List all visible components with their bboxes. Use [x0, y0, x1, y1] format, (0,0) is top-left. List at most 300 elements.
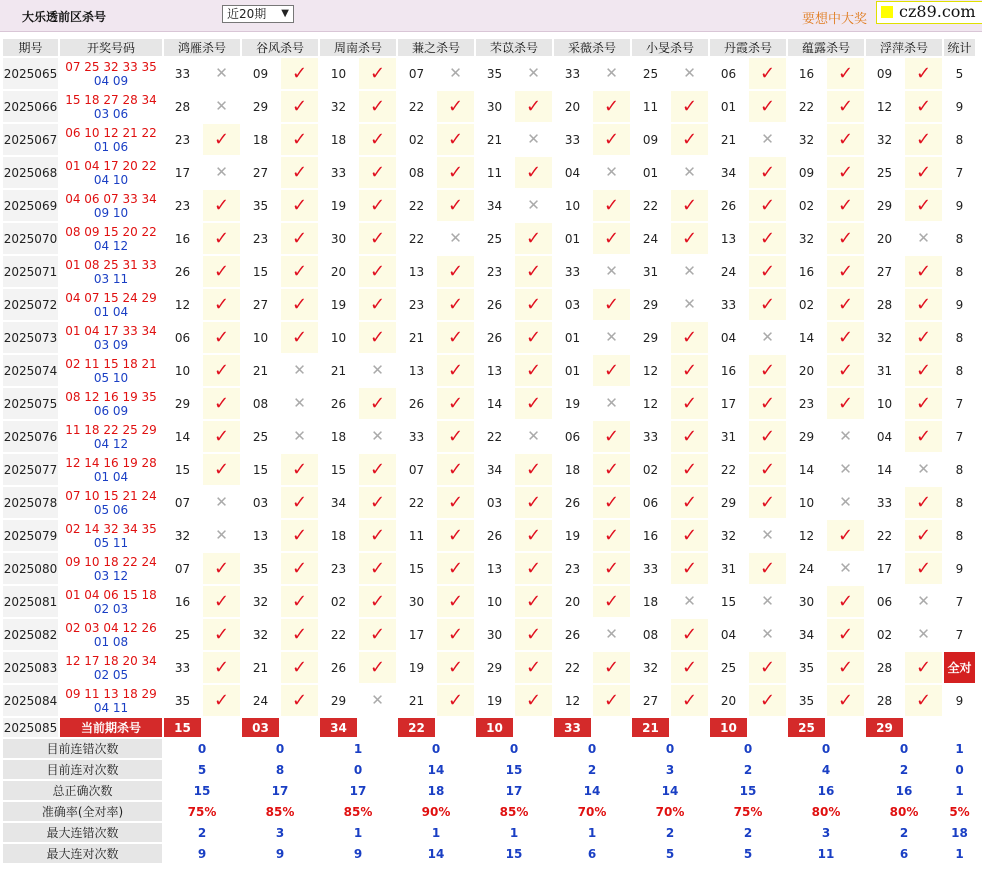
row-stat-cell: 9: [944, 553, 975, 584]
check-icon: ✓: [915, 128, 932, 150]
issue-cell: 2025073: [3, 322, 58, 353]
current-blank-cell: [593, 718, 630, 737]
kill-number-cell: 28: [866, 652, 903, 683]
back-numbers: 01 06: [93, 139, 129, 154]
result-cell: [281, 487, 318, 518]
result-cell: [515, 454, 552, 485]
result-cell: [905, 256, 942, 287]
summary-value: 1: [398, 823, 474, 842]
summary-value: 75%: [164, 802, 240, 821]
summary-label: 准确率(全对率): [3, 802, 162, 821]
front-numbers: 07 10 15 21 24: [65, 488, 157, 503]
summary-label: 总正确次数: [3, 781, 162, 800]
check-icon: ✓: [447, 359, 464, 381]
result-cell: [905, 586, 942, 617]
result-cell: [749, 553, 786, 584]
kill-number-cell: 35: [476, 58, 513, 89]
row-stat-cell: 8: [944, 223, 975, 254]
front-numbers: 04 07 15 24 29: [65, 290, 157, 305]
result-cell: [593, 256, 630, 287]
check-icon: ✓: [837, 326, 854, 348]
check-icon: ✓: [603, 227, 620, 249]
summary-value: 5%: [944, 802, 975, 821]
check-icon: ✓: [525, 326, 542, 348]
check-icon: ✓: [213, 557, 230, 579]
result-cell: [593, 157, 630, 188]
cross-icon: ✕: [527, 427, 540, 445]
result-cell: [593, 619, 630, 650]
check-icon: ✓: [915, 491, 932, 513]
kill-number-cell: 29: [164, 388, 201, 419]
check-icon: ✓: [603, 458, 620, 480]
summary-value: 9: [164, 844, 240, 863]
check-icon: ✓: [291, 128, 308, 150]
summary-value: 75%: [710, 802, 786, 821]
kill-number-cell: 29: [710, 487, 747, 518]
check-icon: ✓: [915, 392, 932, 414]
summary-value: 0: [398, 739, 474, 758]
check-icon: ✓: [369, 161, 386, 183]
kill-number-cell: 26: [320, 652, 357, 683]
result-cell: [281, 520, 318, 551]
check-icon: ✓: [213, 293, 230, 315]
kill-number-cell: 19: [554, 520, 591, 551]
current-blank-cell: [203, 718, 240, 737]
header-expert[interactable]: 丹霞杀号: [710, 39, 786, 56]
cross-icon: ✕: [761, 592, 774, 610]
check-icon: ✓: [525, 359, 542, 381]
result-cell: [827, 124, 864, 155]
kill-number-cell: 34: [710, 157, 747, 188]
current-kill-number: 25: [788, 718, 825, 737]
header-expert[interactable]: 小旻杀号: [632, 39, 708, 56]
result-cell: [905, 685, 942, 716]
check-icon: ✓: [291, 227, 308, 249]
check-icon: ✓: [759, 359, 776, 381]
kill-number-cell: 29: [632, 289, 669, 320]
kill-number-cell: 04: [710, 322, 747, 353]
result-cell: [359, 454, 396, 485]
table-row: [3, 421, 975, 452]
summary-value: 1: [320, 739, 396, 758]
summary-value: 80%: [866, 802, 942, 821]
check-icon: ✓: [213, 227, 230, 249]
kill-number-cell: 27: [632, 685, 669, 716]
result-cell: [905, 421, 942, 452]
result-cell: [749, 157, 786, 188]
summary-value: 9: [242, 844, 318, 863]
result-cell: [359, 355, 396, 386]
check-icon: ✓: [369, 458, 386, 480]
issue-cell: 2025065: [3, 58, 58, 89]
kill-number-cell: 32: [788, 223, 825, 254]
summary-value: 5: [164, 760, 240, 779]
result-cell: [905, 190, 942, 221]
cross-icon: ✕: [215, 163, 228, 181]
result-cell: [281, 454, 318, 485]
check-icon: ✓: [369, 392, 386, 414]
summary-value: 15: [476, 760, 552, 779]
result-cell: [671, 322, 708, 353]
front-numbers: 15 18 27 28 34: [65, 92, 157, 107]
kill-number-cell: 32: [866, 124, 903, 155]
result-cell: [437, 619, 474, 650]
row-stat-cell: 7: [944, 586, 975, 617]
kill-number-cell: 03: [476, 487, 513, 518]
row-stat-cell: 9: [944, 289, 975, 320]
check-icon: ✓: [603, 557, 620, 579]
kill-number-cell: 26: [476, 520, 513, 551]
logo-text: cz89.com: [899, 2, 976, 21]
kill-number-cell: 23: [164, 124, 201, 155]
result-cell: [671, 619, 708, 650]
check-icon: ✓: [759, 557, 776, 579]
check-icon: ✓: [915, 524, 932, 546]
issue-cell: 2025067: [3, 124, 58, 155]
header-expert[interactable]: 谷风杀号: [242, 39, 318, 56]
result-cell: [515, 685, 552, 716]
kill-number-cell: 13: [398, 256, 435, 287]
cross-icon: ✕: [293, 361, 306, 379]
check-icon: ✓: [525, 689, 542, 711]
result-cell: [515, 553, 552, 584]
check-icon: ✓: [291, 590, 308, 612]
current-kill-number: 03: [242, 718, 279, 737]
issue-cell: 2025082: [3, 619, 58, 650]
current-kill-number: 21: [632, 718, 669, 737]
period-select[interactable]: [222, 5, 294, 23]
kill-number-cell: 10: [788, 487, 825, 518]
cross-icon: ✕: [683, 295, 696, 313]
kill-number-cell: 11: [398, 520, 435, 551]
check-icon: ✓: [759, 95, 776, 117]
draw-numbers-cell: [60, 322, 162, 353]
summary-value: 15: [710, 781, 786, 800]
result-cell: [515, 157, 552, 188]
result-cell: [437, 58, 474, 89]
kill-number-cell: 01: [632, 157, 669, 188]
result-cell: [359, 91, 396, 122]
summary-value: 0: [554, 739, 630, 758]
header-expert[interactable]: 周南杀号: [320, 39, 396, 56]
check-icon: ✓: [369, 227, 386, 249]
kill-number-cell: 22: [320, 619, 357, 650]
row-stat-cell: 8: [944, 520, 975, 551]
current-blank-cell: [671, 718, 708, 737]
check-icon: ✓: [213, 458, 230, 480]
result-cell: [671, 685, 708, 716]
result-cell: [281, 586, 318, 617]
kill-number-cell: 09: [866, 58, 903, 89]
kill-number-cell: 06: [710, 58, 747, 89]
kill-number-cell: 12: [632, 355, 669, 386]
header-expert[interactable]: 采薇杀号: [554, 39, 630, 56]
check-icon: ✓: [213, 359, 230, 381]
check-icon: ✓: [213, 326, 230, 348]
result-cell: [281, 223, 318, 254]
kill-number-cell: 24: [788, 553, 825, 584]
check-icon: ✓: [837, 62, 854, 84]
check-icon: ✓: [915, 689, 932, 711]
kill-number-cell: 33: [320, 157, 357, 188]
result-cell: [437, 91, 474, 122]
current-blank-cell: [827, 718, 864, 737]
table-row: [3, 685, 975, 716]
summary-value: 2: [554, 760, 630, 779]
result-cell: [281, 58, 318, 89]
check-icon: ✓: [369, 623, 386, 645]
check-icon: ✓: [525, 524, 542, 546]
kill-number-cell: 16: [164, 223, 201, 254]
front-numbers: 01 08 25 31 33: [65, 257, 157, 272]
kill-number-cell: 15: [710, 586, 747, 617]
kill-number-cell: 14: [788, 322, 825, 353]
issue-cell: 2025071: [3, 256, 58, 287]
check-icon: ✓: [603, 425, 620, 447]
cross-icon: ✕: [215, 526, 228, 544]
check-icon: ✓: [291, 161, 308, 183]
kill-number-cell: 19: [320, 289, 357, 320]
table-row: [3, 322, 975, 353]
kill-number-cell: 03: [554, 289, 591, 320]
check-icon: ✓: [291, 689, 308, 711]
kill-number-cell: 10: [554, 190, 591, 221]
kill-number-cell: 18: [320, 520, 357, 551]
cross-icon: ✕: [449, 229, 462, 247]
cross-icon: ✕: [917, 592, 930, 610]
result-cell: [203, 223, 240, 254]
summary-value: 80%: [788, 802, 864, 821]
check-icon: ✓: [525, 95, 542, 117]
result-cell: [359, 58, 396, 89]
table-row: [3, 355, 975, 386]
result-cell: [905, 520, 942, 551]
check-icon: ✓: [447, 128, 464, 150]
kill-number-cell: 16: [710, 355, 747, 386]
kill-number-cell: 10: [320, 58, 357, 89]
kill-number-cell: 20: [320, 256, 357, 287]
draw-numbers-cell: [60, 553, 162, 584]
summary-value: 1: [944, 739, 975, 758]
result-cell: [437, 421, 474, 452]
result-cell: [593, 223, 630, 254]
check-icon: ✓: [915, 425, 932, 447]
kill-number-cell: 02: [398, 124, 435, 155]
result-cell: [671, 487, 708, 518]
check-icon: ✓: [837, 95, 854, 117]
check-icon: ✓: [759, 62, 776, 84]
draw-numbers-cell: [60, 223, 162, 254]
summary-value: 90%: [398, 802, 474, 821]
kill-number-cell: 06: [866, 586, 903, 617]
result-cell: [593, 454, 630, 485]
result-cell: [593, 487, 630, 518]
summary-value: 11: [788, 844, 864, 863]
result-cell: [203, 157, 240, 188]
kill-number-cell: 35: [242, 553, 279, 584]
kill-number-cell: 21: [242, 652, 279, 683]
kill-number-cell: 01: [554, 223, 591, 254]
result-cell: [281, 322, 318, 353]
kill-number-cell: 34: [320, 487, 357, 518]
kill-number-cell: 25: [242, 421, 279, 452]
summary-value: 14: [554, 781, 630, 800]
check-icon: ✓: [837, 392, 854, 414]
kill-number-cell: 14: [788, 454, 825, 485]
check-icon: ✓: [369, 524, 386, 546]
result-cell: [905, 553, 942, 584]
check-icon: ✓: [759, 458, 776, 480]
header-draw: 开奖号码: [60, 39, 162, 56]
result-cell: [281, 685, 318, 716]
back-numbers: 01 04: [93, 469, 129, 484]
kill-number-cell: 34: [788, 619, 825, 650]
summary-value: 5: [710, 844, 786, 863]
result-cell: [359, 223, 396, 254]
kill-number-cell: 24: [632, 223, 669, 254]
summary-value: 0: [710, 739, 786, 758]
kill-number-cell: 31: [710, 421, 747, 452]
table-row: [3, 619, 975, 650]
check-icon: ✓: [681, 425, 698, 447]
kill-number-cell: 32: [866, 322, 903, 353]
check-icon: ✓: [525, 590, 542, 612]
result-cell: [671, 190, 708, 221]
current-stat-blank: [944, 718, 975, 737]
draw-numbers-cell: [60, 685, 162, 716]
kill-number-cell: 22: [398, 223, 435, 254]
check-icon: ✓: [837, 227, 854, 249]
kill-number-cell: 30: [476, 91, 513, 122]
kill-number-cell: 01: [710, 91, 747, 122]
back-numbers: 01 04: [93, 304, 129, 319]
kill-number-cell: 16: [632, 520, 669, 551]
check-icon: ✓: [291, 524, 308, 546]
draw-numbers-cell: [60, 487, 162, 518]
kill-number-cell: 01: [554, 355, 591, 386]
check-icon: ✓: [447, 491, 464, 513]
period-select-value: 近20期: [227, 7, 267, 21]
result-cell: [515, 256, 552, 287]
kill-number-cell: 26: [164, 256, 201, 287]
kill-number-cell: 27: [242, 289, 279, 320]
kill-number-cell: 35: [788, 685, 825, 716]
cross-icon: ✕: [917, 229, 930, 247]
check-icon: ✓: [291, 260, 308, 282]
result-cell: [203, 91, 240, 122]
check-icon: ✓: [915, 326, 932, 348]
cross-icon: ✕: [527, 130, 540, 148]
check-icon: ✓: [603, 293, 620, 315]
current-blank-cell: [905, 718, 942, 737]
result-cell: [515, 388, 552, 419]
check-icon: ✓: [837, 260, 854, 282]
result-cell: [593, 652, 630, 683]
front-numbers: 01 04 17 33 34: [65, 323, 157, 338]
result-cell: [905, 388, 942, 419]
back-numbers: 04 10: [93, 172, 129, 187]
result-cell: [359, 553, 396, 584]
result-cell: [515, 619, 552, 650]
kill-number-cell: 15: [164, 454, 201, 485]
header-expert[interactable]: 蒹之杀号: [398, 39, 474, 56]
kill-number-cell: 33: [164, 58, 201, 89]
check-icon: ✓: [369, 62, 386, 84]
cross-icon: ✕: [605, 64, 618, 82]
header-expert[interactable]: 鸿雁杀号: [164, 39, 240, 56]
result-cell: [437, 454, 474, 485]
cross-icon: ✕: [761, 328, 774, 346]
kill-number-cell: 29: [866, 190, 903, 221]
header-expert[interactable]: 蕴露杀号: [788, 39, 864, 56]
result-cell: [827, 58, 864, 89]
current-blank-cell: [515, 718, 552, 737]
current-kill-number: 10: [476, 718, 513, 737]
header-expert[interactable]: 浮萍杀号: [866, 39, 942, 56]
current-kill-number: 22: [398, 718, 435, 737]
kill-number-cell: 10: [164, 355, 201, 386]
kill-number-cell: 24: [710, 256, 747, 287]
draw-numbers-cell: [60, 421, 162, 452]
issue-cell: 2025072: [3, 289, 58, 320]
check-icon: ✓: [603, 128, 620, 150]
result-cell: [671, 454, 708, 485]
header-expert[interactable]: 芣苡杀号: [476, 39, 552, 56]
kill-number-cell: 10: [320, 322, 357, 353]
table-header-row: [3, 39, 975, 56]
draw-numbers-cell: [60, 619, 162, 650]
check-icon: ✓: [837, 293, 854, 315]
check-icon: ✓: [447, 656, 464, 678]
result-cell: [905, 652, 942, 683]
kill-number-cell: 27: [866, 256, 903, 287]
check-icon: ✓: [213, 590, 230, 612]
summary-value: 2: [710, 760, 786, 779]
check-icon: ✓: [759, 260, 776, 282]
result-cell: [437, 322, 474, 353]
summary-value: 14: [398, 844, 474, 863]
check-icon: ✓: [447, 161, 464, 183]
result-cell: [437, 586, 474, 617]
draw-numbers-cell: [60, 388, 162, 419]
issue-cell: 2025077: [3, 454, 58, 485]
kill-number-cell: 17: [398, 619, 435, 650]
result-cell: [203, 421, 240, 452]
row-stat-cell: 8: [944, 124, 975, 155]
result-cell: [437, 685, 474, 716]
top-bar: [0, 0, 982, 32]
kill-number-cell: 33: [554, 256, 591, 287]
summary-value: 15: [164, 781, 240, 800]
cross-icon: ✕: [761, 526, 774, 544]
front-numbers: 07 25 32 33 35: [65, 59, 157, 74]
table-row: [3, 223, 975, 254]
kill-number-cell: 06: [554, 421, 591, 452]
result-cell: [437, 652, 474, 683]
site-logo[interactable]: [876, 1, 982, 24]
table-row: [3, 190, 975, 221]
summary-value: 4: [788, 760, 864, 779]
front-numbers: 02 11 15 18 21: [65, 356, 157, 371]
result-cell: [827, 388, 864, 419]
result-cell: [827, 91, 864, 122]
kill-number-cell: 02: [788, 289, 825, 320]
kill-number-cell: 17: [710, 388, 747, 419]
summary-label: 最大连对次数: [3, 844, 162, 863]
result-cell: [359, 322, 396, 353]
result-cell: [905, 454, 942, 485]
kill-number-cell: 11: [632, 91, 669, 122]
